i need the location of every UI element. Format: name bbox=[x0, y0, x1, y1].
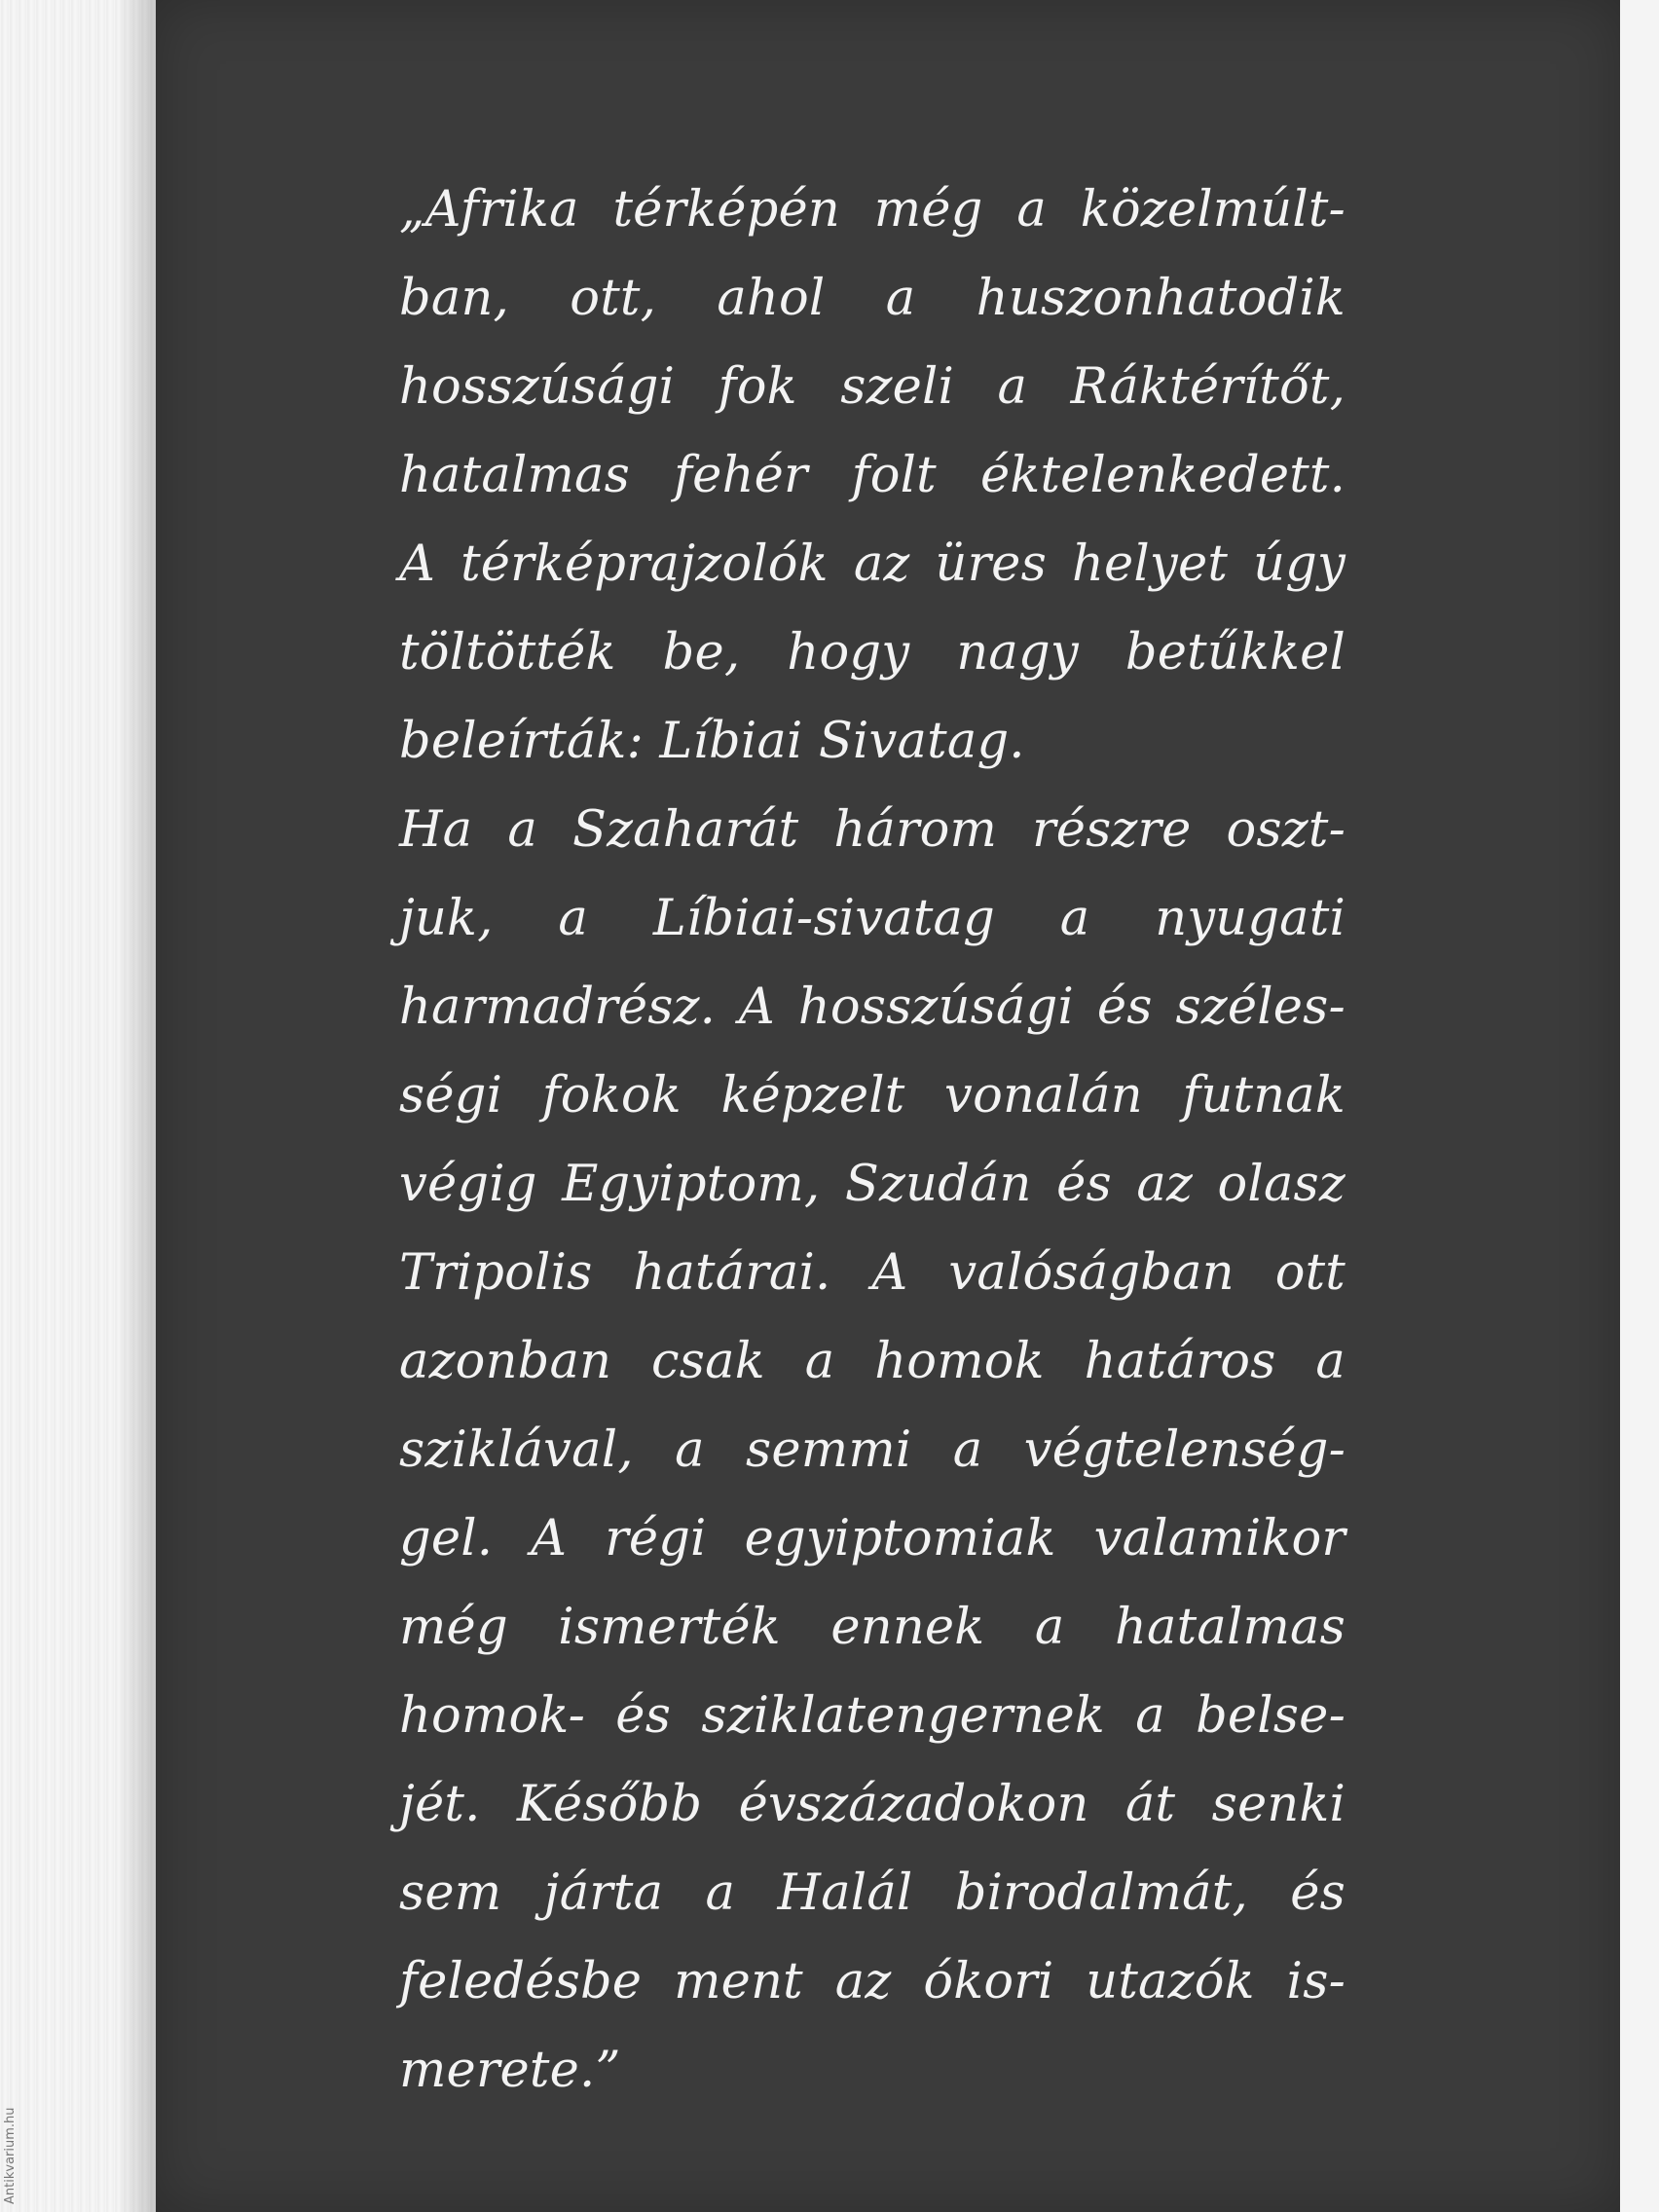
right-page-edge bbox=[1620, 0, 1659, 2212]
quote-text-block bbox=[399, 166, 1346, 2115]
watermark-text: Antikvarium.hu bbox=[3, 2107, 18, 2204]
quote-line: harmadrész. A hosszúsági és széles- bbox=[399, 978, 1346, 1036]
quote-line: még ismerték ennek a hatalmas bbox=[399, 1599, 1346, 1656]
quote-line: hatalmas fehér folt éktelenkedett. bbox=[399, 447, 1346, 504]
quote-line: sziklával, a semmi a végtelenség- bbox=[399, 1421, 1346, 1479]
quote-line: juk, a Líbiai-sivatag a nyugati bbox=[399, 890, 1346, 947]
spine-shadow bbox=[117, 0, 156, 2212]
quote-line: Ha a Szaharát három részre oszt- bbox=[399, 801, 1346, 859]
quote-line: A térképrajzolók az üres helyet úgy bbox=[399, 535, 1346, 593]
quote-line: töltötték be, hogy nagy betűkkel bbox=[399, 624, 1346, 682]
quote-line: feledésbe ment az ókori utazók is- bbox=[399, 1953, 1346, 2010]
quote-line: azonban csak a homok határos a bbox=[399, 1333, 1346, 1390]
quote-line: „Afrika térképén még a közelmúlt- bbox=[399, 181, 1346, 239]
quote-line: ban, ott, ahol a huszonhatodik bbox=[399, 270, 1346, 327]
quote-line: merete.” bbox=[399, 2042, 621, 2099]
quote-line: jét. Később évszázadokon át senki bbox=[399, 1776, 1346, 1833]
quote-line: gel. A régi egyiptomiak valamikor bbox=[399, 1510, 1346, 1567]
quote-line: sem járta a Halál birodalmát, és bbox=[399, 1864, 1346, 1922]
quote-line: beleírták: Líbiai Sivatag. bbox=[399, 713, 1025, 770]
quote-line: hosszúsági fok szeli a Ráktérítőt, bbox=[399, 358, 1346, 416]
quote-line: Tripolis határai. A valóságban ott bbox=[399, 1244, 1346, 1302]
quote-line: ségi fokok képzelt vonalán futnak bbox=[399, 1067, 1346, 1124]
quote-line: végig Egyiptom, Szudán és az olasz bbox=[399, 1156, 1346, 1213]
quote-line: homok- és sziklatengernek a belse- bbox=[399, 1687, 1346, 1745]
